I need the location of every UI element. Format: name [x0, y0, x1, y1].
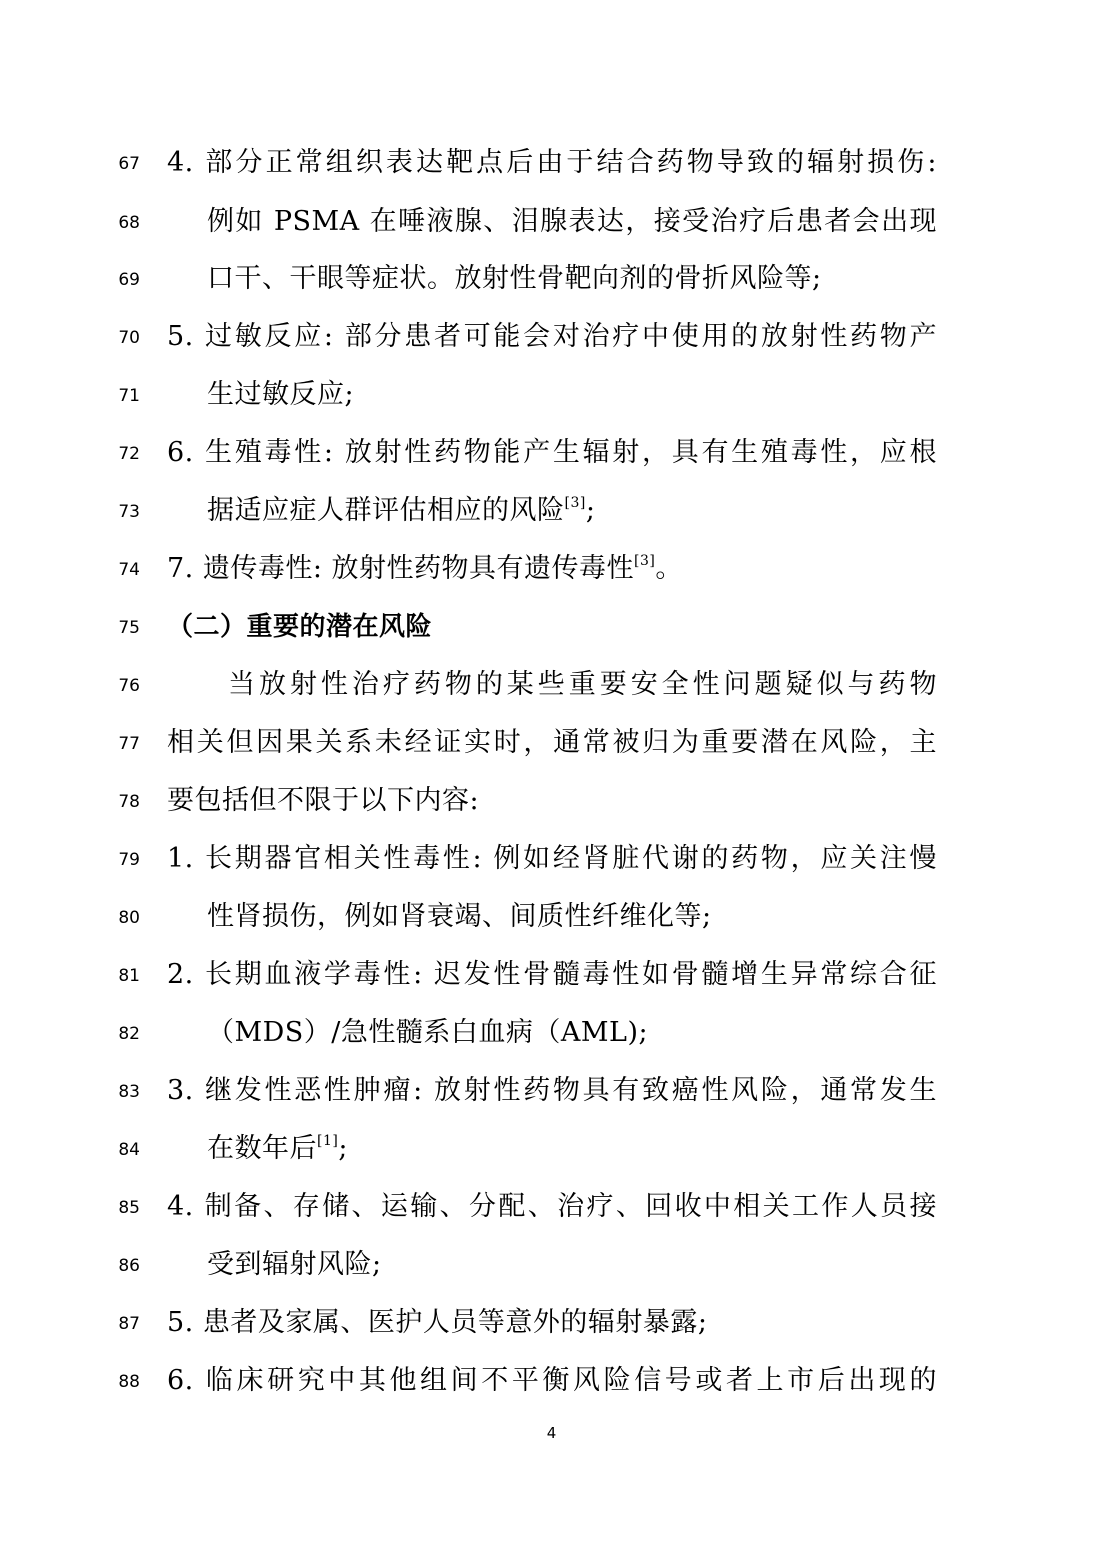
text-line — [0, 205, 1103, 263]
line-number: 75 — [118, 618, 140, 638]
line-number: 67 — [118, 154, 140, 174]
line-number: 85 — [118, 1198, 140, 1218]
text-line — [0, 1074, 1103, 1132]
line-text: 例如 PSMA 在唾液腺、泪腺表达，接受治疗后患者会出现 — [207, 206, 937, 237]
line-text: 受到辐射风险; — [207, 1249, 382, 1280]
line-number: 79 — [118, 850, 140, 870]
text-line — [0, 958, 1103, 1016]
section-heading-line — [0, 610, 1103, 668]
line-text: 口干、干眼等症状。放射性骨靶向剂的骨折风险等; — [207, 263, 822, 294]
citation-ref: [3] — [634, 553, 656, 569]
text-line — [0, 1306, 1103, 1364]
line-text-main: 据适应症人群评估相应的风险 — [207, 495, 565, 526]
text-line — [0, 1190, 1103, 1248]
line-text: 1. 长期器官相关性毒性: 例如经肾脏代谢的药物，应关注慢 — [167, 843, 937, 874]
line-number: 86 — [118, 1256, 140, 1276]
line-number: 71 — [118, 386, 140, 406]
text-line — [0, 552, 1103, 610]
line-text: 2. 长期血液学毒性: 迟发性骨髓毒性如骨髓增生异常综合征 — [167, 959, 937, 990]
text-line — [0, 494, 1103, 552]
text-line — [0, 1016, 1103, 1074]
line-text: 4. 部分正常组织表达靶点后由于结合药物导致的辐射损伤: — [167, 147, 937, 178]
line-text: 5. 过敏反应: 部分患者可能会对治疗中使用的放射性药物产 — [167, 321, 937, 352]
line-number: 84 — [118, 1140, 140, 1160]
line-text — [167, 552, 683, 586]
line-text: 5. 患者及家属、医护人员等意外的辐射暴露; — [167, 1307, 708, 1338]
line-number: 68 — [118, 213, 140, 233]
line-number: 81 — [118, 966, 140, 986]
line-text: 6. 生殖毒性: 放射性药物能产生辐射，具有生殖毒性，应根 — [167, 437, 937, 468]
text-line — [0, 146, 1103, 204]
line-number: 88 — [118, 1372, 140, 1392]
line-text-main: 7. 遗传毒性: 放射性药物具有遗传毒性 — [167, 553, 635, 584]
text-line — [0, 726, 1103, 784]
line-text — [207, 1132, 348, 1166]
line-text: 性肾损伤，例如肾衰竭、间质性纤维化等; — [207, 901, 712, 932]
text-line — [0, 668, 1103, 726]
line-text — [207, 494, 595, 528]
line-number: 69 — [118, 270, 140, 290]
text-line — [0, 1132, 1103, 1190]
line-text-main: 在数年后 — [207, 1133, 317, 1164]
text-line — [0, 1248, 1103, 1306]
text-line — [0, 320, 1103, 378]
line-number: 76 — [118, 676, 140, 696]
text-line — [0, 842, 1103, 900]
line-number: 74 — [118, 560, 140, 580]
line-number: 70 — [118, 328, 140, 348]
line-text: 生过敏反应; — [207, 379, 355, 410]
line-number: 82 — [118, 1024, 140, 1044]
line-number: 78 — [118, 792, 140, 812]
text-line — [0, 900, 1103, 958]
citation-ref: [1] — [317, 1133, 339, 1149]
text-line — [0, 378, 1103, 436]
line-text: 6. 临床研究中其他组间不平衡风险信号或者上市后出现的 — [167, 1365, 937, 1396]
line-text-tail: ; — [338, 1133, 348, 1164]
line-text: 相关但因果关系未经证实时，通常被归为重要潜在风险，主 — [167, 727, 937, 758]
line-number: 80 — [118, 908, 140, 928]
line-number: 73 — [118, 502, 140, 522]
page-number: 4 — [546, 1424, 557, 1442]
line-number: 77 — [118, 734, 140, 754]
line-text: 3. 继发性恶性肿瘤: 放射性药物具有致癌性风险，通常发生 — [167, 1075, 937, 1106]
text-line — [0, 1364, 1103, 1422]
line-text: 当放射性治疗药物的某些重要安全性问题疑似与药物 — [228, 669, 937, 700]
line-text: 4. 制备、存储、运输、分配、治疗、回收中相关工作人员接 — [167, 1191, 937, 1222]
text-line — [0, 784, 1103, 842]
text-line — [0, 436, 1103, 494]
line-number: 83 — [118, 1082, 140, 1102]
text-line — [0, 262, 1103, 320]
citation-ref: [3] — [564, 495, 586, 511]
line-text-tail: ; — [585, 495, 596, 526]
line-text-tail: 。 — [655, 553, 683, 584]
line-number: 87 — [118, 1314, 140, 1334]
line-text: 要包括但不限于以下内容: — [167, 785, 480, 816]
section-heading: （二）重要的潜在风险 — [167, 612, 433, 642]
line-number: 72 — [118, 444, 140, 464]
line-text: （MDS）/急性髓系白血病（AML); — [207, 1017, 649, 1048]
